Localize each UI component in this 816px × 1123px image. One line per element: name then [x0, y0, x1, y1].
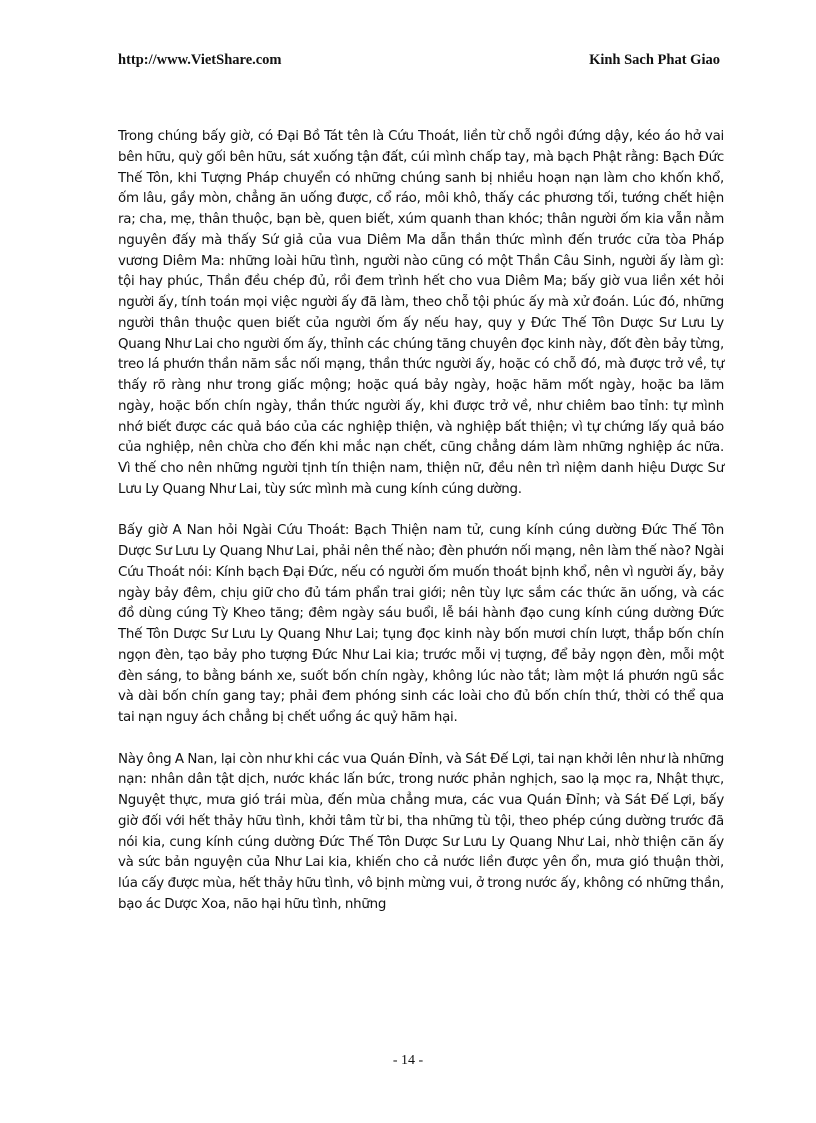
page-header — [118, 52, 720, 74]
body-text — [118, 127, 724, 936]
paragraph-2: Bấy giờ A Nan hỏi Ngài Cứu Thoát: Bạch Thiện nam tử, cung kính cúng dường Đức Thế Tôn Dược Sư Lưu Ly Quang Như Lai, phải nên thế nào; đèn phướn nối mạng, nên làm thế nào? Ngài Cứu Thoát nói: Kính bạch Đại Đức, nếu có người ốm muốn thoát bịnh khổ, nên vì người ấy, bảy ngày bảy đêm, chịu giữ cho đủ tám phẩn trai giới; nên tùy lực sắm các thức ăn uống, và các đồ dùng cúng Tỳ Kheo tăng; đêm ngày sáu buổi, lễ bái hành đạo cung kính cúng dường Đức Thế Tôn Dược Sư Lưu Ly Quang Như Lai; tụng đọc kinh này bốn mươi chín lượt, thắp bốn chín ngọn đèn, tạo bảy pho tượng Đức Như Lai kia; trước mỗi vị tượng, để bảy ngọn đèn, mỗi một đèn sáng, to bằng bánh xe, suốt bốn chín ngày, không lúc nào tắt; làm một lá phướn ngũ sắc và dài bốn chín gang tay; phải đem phóng sinh các loài cho đủ bốn chín thứ, thời có thể qua tai nạn nguy ách chẳng bị chết uổng ác quỷ hãm hại. — [118, 523, 724, 725]
header-website-url: http://www.VietShare.com — [118, 52, 282, 68]
header-book-title: Kinh Sach Phat Giao — [589, 52, 720, 68]
page-number: - 14 - — [392, 1053, 424, 1068]
paragraph-3: Này ông A Nan, lại còn như khi các vua Quán Đỉnh, và Sát Đế Lợi, tai nạn khởi lên như là những nạn: nhân dân tật dịch, nước khác lấn bức, trong nước phản nghịch, sao lạ mọc ra, Nhật thực, Nguyệt thực, mưa gió trái mùa, đến mùa chẳng mưa, các vua Quán Đỉnh; và Sát Đế Lợi, bấy giờ đối với hết thảy hữu tình, khởi tâm từ bi, tha những tù tội, theo phép cúng dường trước đã nói kia, cung kính cúng dường Đức Thế Tôn Dược Sư Lưu Ly Quang Như Lai, nhờ thiện căn ấy và sức bản nguyện của Như Lai kia, khiến cho cả nước liền được yên ổn, mưa gió thuận thời, lúa cấy được mùa, hết thảy hữu tình, vô bịnh mừng vui, ở trong nước ấy, không có những thần, bạo ác Dược Xoa, não hại hữu tình, những — [118, 751, 724, 912]
paragraph-1: Trong chúng bấy giờ, có Đại Bồ Tát tên là Cứu Thoát, liền từ chỗ ngồi đứng dậy, kéo áo hở vai bên hữu, quỳ gối bên hữu, sát xuống tận đất, cúi mình chấp tay, mà bạch Phật rằng: Bạch Đức Thế Tôn, khi Tượng Pháp chuyển có những chúng sanh bị nhiều hoạn nạn làm cho khốn khổ, ốm lâu, gầy mòn, chẳng ăn uống được, cổ ráo, môi khô, thấy các phương tối, tướng chết hiện ra; cha, mẹ, thân thuộc, bạn bè, quen biết, xúm quanh than khóc; thân người ốm kia vẫn nằm nguyên đấy mà thấy Sứ giả của vua Diêm Ma dẫn thần thức mình đến trước cửa tòa Pháp vương Diêm Ma: những loài hữu tình, người nào cũng có một Thần Câu Sinh, người ấy làm gì: tội hay phúc, Thần đều chép đủ, rồi đem trình hết cho vua Diêm Ma; bấy giờ vua liền xét hỏi người ấy, tính toán mọi việc người ấy đã làm, theo chỗ tội phúc ấy mà xử đoán. Lúc đó, những người thân thuộc quen biết của người ốm ấy nếu hay, quy y Đức Thế Tôn Dược Sư Lưu Ly Quang Như Lai cho người ốm ấy, thỉnh các chúng tăng chuyên đọc kinh này, đốt đèn bảy từng, treo lá phướn thần năm sắc nối mạng, thần thức người ấy, hoặc có chỗ đó, mà được trở về, tự thấy rõ ràng như trong giấc mộng; hoặc quá bảy ngày, hoặc hăm mốt ngày, hoặc ba lăm ngày, hoặc bốn chín ngày, thần thức người ấy, khi được trở về, như chiêm bao tỉnh: tự mình nhớ biết được các quả báo của các nghiệp thiện, và nghiệp bất thiện; vì tự chứng lấy quả báo của nghiệp, nên chừa cho đến khi mắc nạn chết, cũng chẳng dám làm những nghiệp ác nữa. Vì thế cho nên những người tịnh tín thiện nam, thiện nữ, đều nên trì niệm danh hiệu Dược Sư Lưu Ly Quang Như Lai, tùy sức mình mà cung kính cúng dường. — [118, 129, 724, 497]
